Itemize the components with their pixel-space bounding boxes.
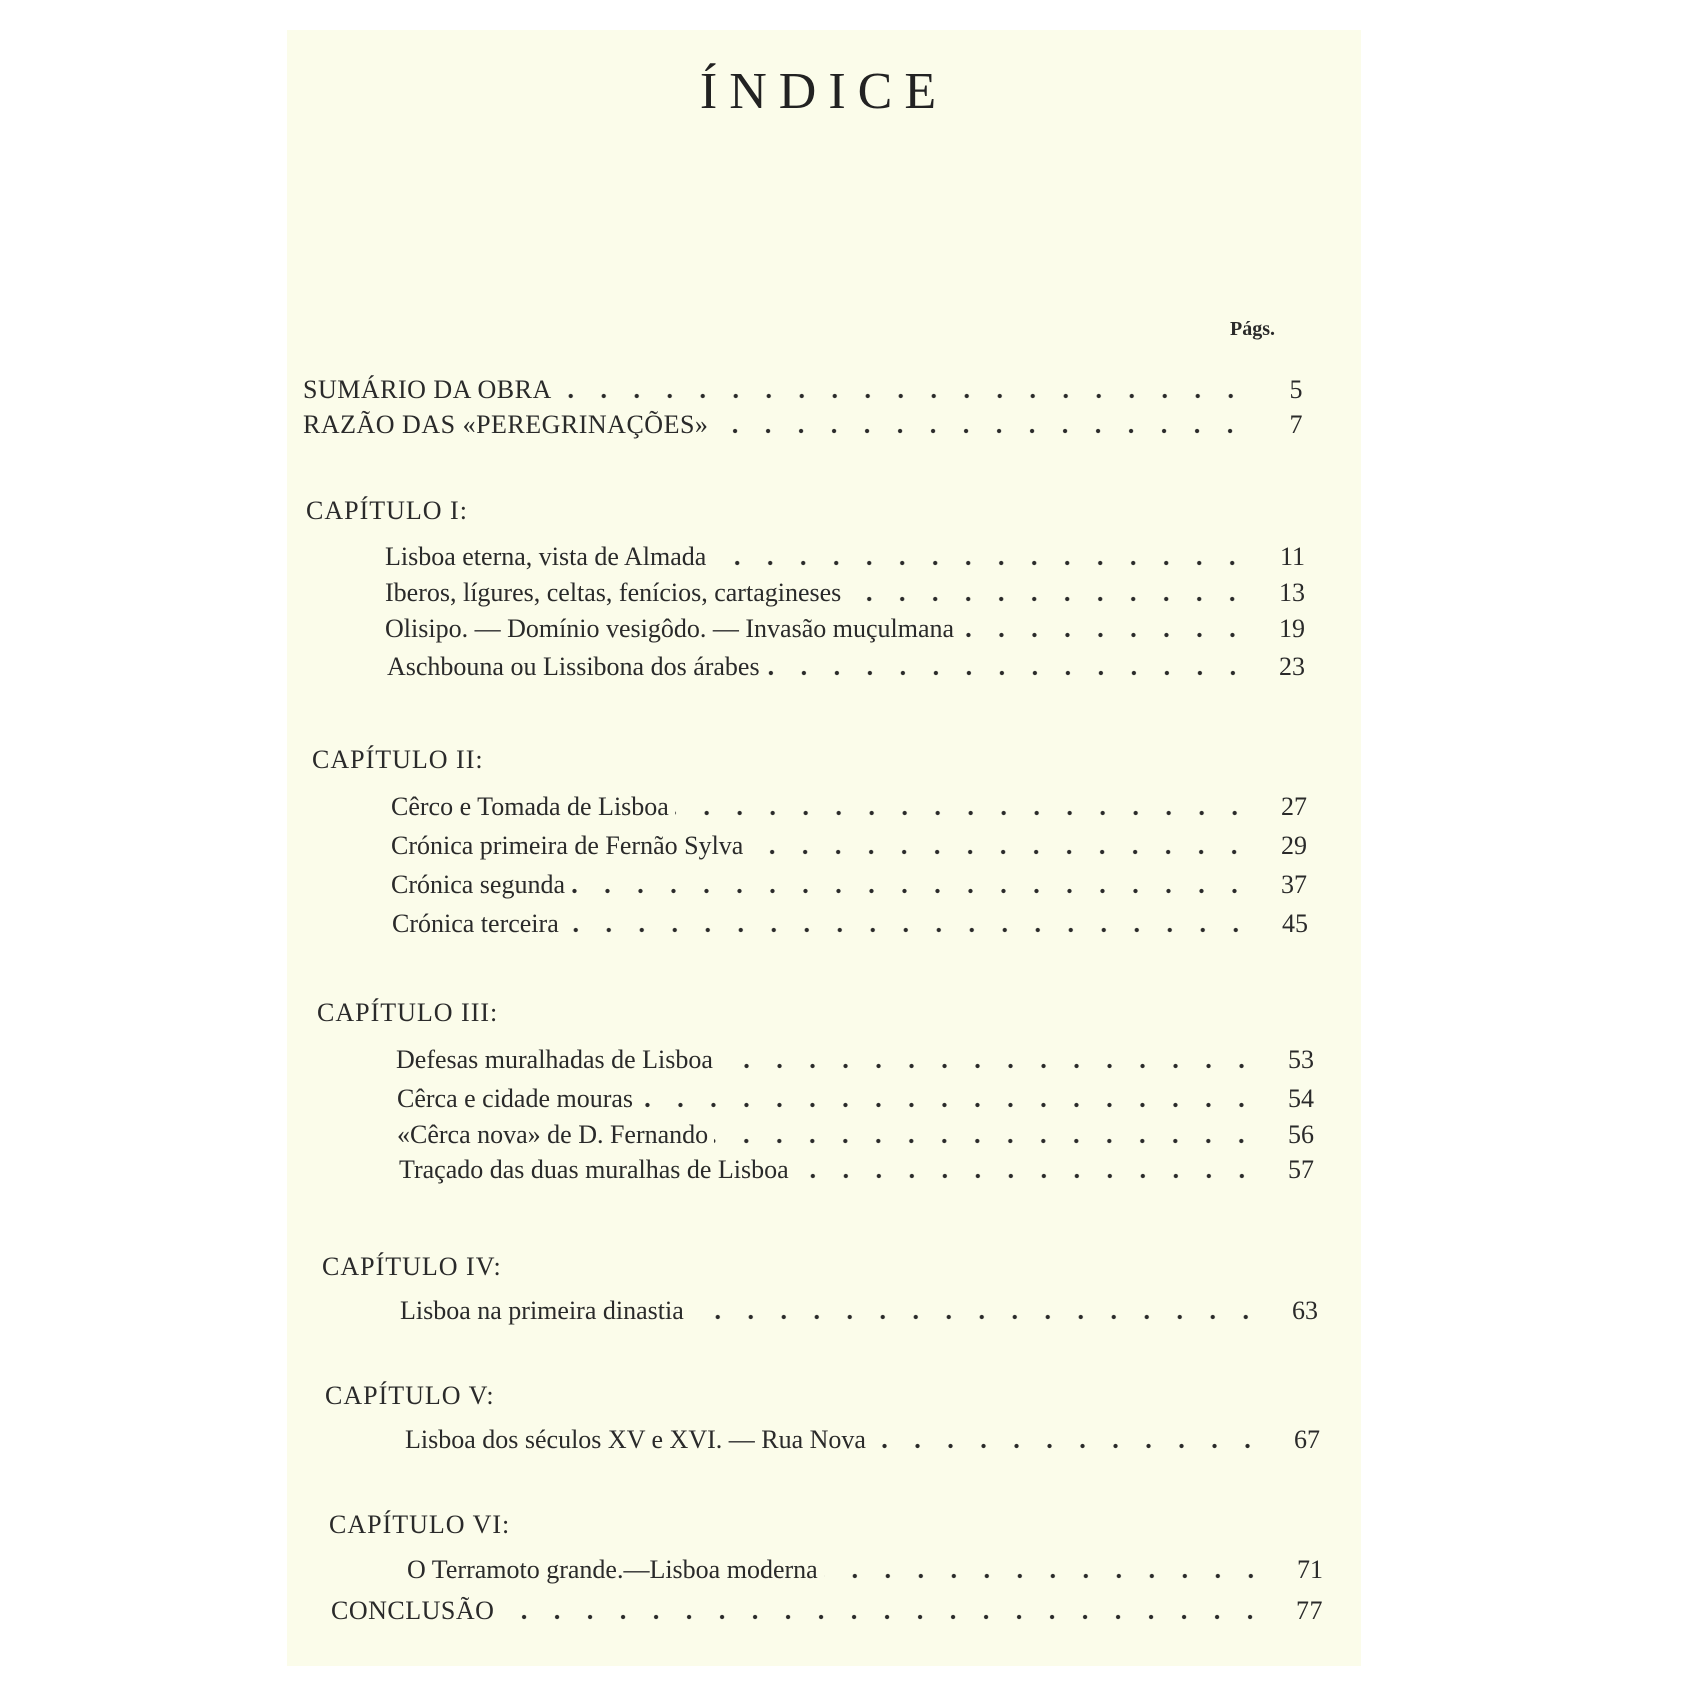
toc-entry — [391, 792, 1307, 822]
leader-dots — [712, 560, 1249, 566]
leader-dots — [675, 810, 1251, 816]
toc-entry-label: Crónica terceira — [392, 909, 559, 938]
toc-entry-page: 37 — [1281, 870, 1307, 899]
toc-entry-page: 23 — [1279, 652, 1305, 681]
toc-entry — [391, 831, 1307, 861]
toc-entry — [397, 1084, 1314, 1114]
toc-entry-label: O Terramoto grande.—Lisboa moderna — [407, 1555, 818, 1584]
toc-entry-label: Crónica primeira de Fernão Sylva — [391, 831, 744, 860]
toc-entry-label: RAZÃO DAS «PEREGRINAÇÕES» — [303, 410, 709, 439]
toc-entry-page: 19 — [1279, 614, 1305, 643]
toc-entry-label: CONCLUSÃO — [331, 1596, 495, 1625]
toc-entry — [331, 1596, 1323, 1626]
leader-dots — [960, 632, 1249, 638]
toc-entry-label: Iberos, lígures, celtas, fenícios, cartagineses — [385, 578, 842, 607]
leader-dots — [795, 1173, 1258, 1179]
leader-dots — [571, 888, 1251, 894]
toc-entry-page: 11 — [1279, 542, 1305, 571]
toc-entry-page: 29 — [1281, 831, 1307, 860]
toc-entry — [392, 909, 1308, 939]
toc-entry — [396, 1045, 1314, 1075]
pages-column-label: Págs. — [1230, 318, 1275, 340]
toc-entry-label: Cêrco e Tomada de Lisboa — [391, 792, 669, 821]
leader-dots — [824, 1573, 1267, 1579]
toc-entry — [391, 870, 1307, 900]
toc-entry-page: 77 — [1296, 1596, 1323, 1625]
toc-entry-page: 63 — [1292, 1296, 1318, 1325]
toc-entry-label: SUMÁRIO DA OBRA — [303, 375, 552, 404]
toc-entry — [405, 1425, 1320, 1455]
toc-entry — [303, 375, 1303, 405]
toc-entry-page: 13 — [1279, 578, 1305, 607]
toc-entry-label: Crónica segunda — [391, 870, 566, 899]
toc-entry-page: 7 — [1289, 410, 1303, 439]
chapter-heading: CAPÍTULO II: — [312, 745, 484, 774]
toc-entry-page: 71 — [1297, 1555, 1323, 1584]
toc-entry — [399, 1155, 1314, 1185]
toc-entry — [303, 410, 1303, 440]
toc-entry-page: 5 — [1289, 375, 1303, 404]
leader-dots — [719, 1063, 1258, 1069]
toc-entry-label: Lisboa dos séculos XV e XVI. — Rua Nova — [405, 1425, 866, 1454]
leader-dots — [558, 393, 1247, 399]
toc-entry-page: 57 — [1288, 1155, 1314, 1184]
toc-entry-page: 53 — [1288, 1045, 1314, 1074]
toc-entry-label: Olisipo. — Domínio vesigôdo. — Invasão muçulmana — [385, 614, 955, 643]
toc-entry — [397, 1120, 1314, 1150]
toc-entry — [385, 614, 1305, 644]
toc-entry-label: Lisboa na primeira dinastia — [400, 1296, 684, 1325]
leader-dots — [847, 596, 1249, 602]
leader-dots — [639, 1102, 1258, 1108]
leader-dots — [749, 849, 1251, 855]
toc-entry-label: Lisboa eterna, vista de Almada — [385, 542, 707, 571]
toc-entry-label: Aschbouna ou Lissibona dos árabes — [387, 652, 760, 681]
chapter-heading: CAPÍTULO IV: — [322, 1252, 502, 1281]
toc-entry-page: 56 — [1288, 1120, 1314, 1149]
leader-dots — [690, 1314, 1262, 1320]
leader-dots — [714, 428, 1247, 434]
leader-dots — [565, 927, 1252, 933]
chapter-heading: CAPÍTULO V: — [325, 1381, 495, 1410]
chapter-heading: CAPÍTULO I: — [306, 496, 468, 525]
leader-dots — [872, 1443, 1264, 1449]
toc-entry-page: 67 — [1294, 1425, 1320, 1454]
leader-dots — [714, 1138, 1258, 1144]
leader-dots — [766, 670, 1249, 676]
toc-entry-page: 54 — [1288, 1084, 1314, 1113]
toc-entry-label: Defesas muralhadas de Lisboa — [396, 1045, 713, 1074]
page-title: ÍNDICE — [699, 63, 949, 120]
toc-entry-page: 27 — [1281, 792, 1307, 821]
toc-entry-label: Cêrca e cidade mouras — [397, 1084, 634, 1113]
toc-entry-label: Traçado das duas muralhas de Lisboa — [399, 1155, 789, 1184]
toc-entry — [387, 652, 1305, 682]
toc-entry-page: 45 — [1282, 909, 1308, 938]
toc-entry — [385, 578, 1305, 608]
toc-entry — [400, 1296, 1318, 1326]
toc-entry-label: «Cêrca nova» de D. Fernando — [397, 1120, 709, 1149]
chapter-heading: CAPÍTULO III: — [317, 998, 499, 1027]
chapter-heading: CAPÍTULO VI: — [329, 1510, 511, 1539]
toc-entry — [385, 542, 1305, 572]
leader-dots — [500, 1614, 1267, 1620]
book-page — [287, 30, 1361, 1666]
toc-entry — [407, 1555, 1323, 1585]
